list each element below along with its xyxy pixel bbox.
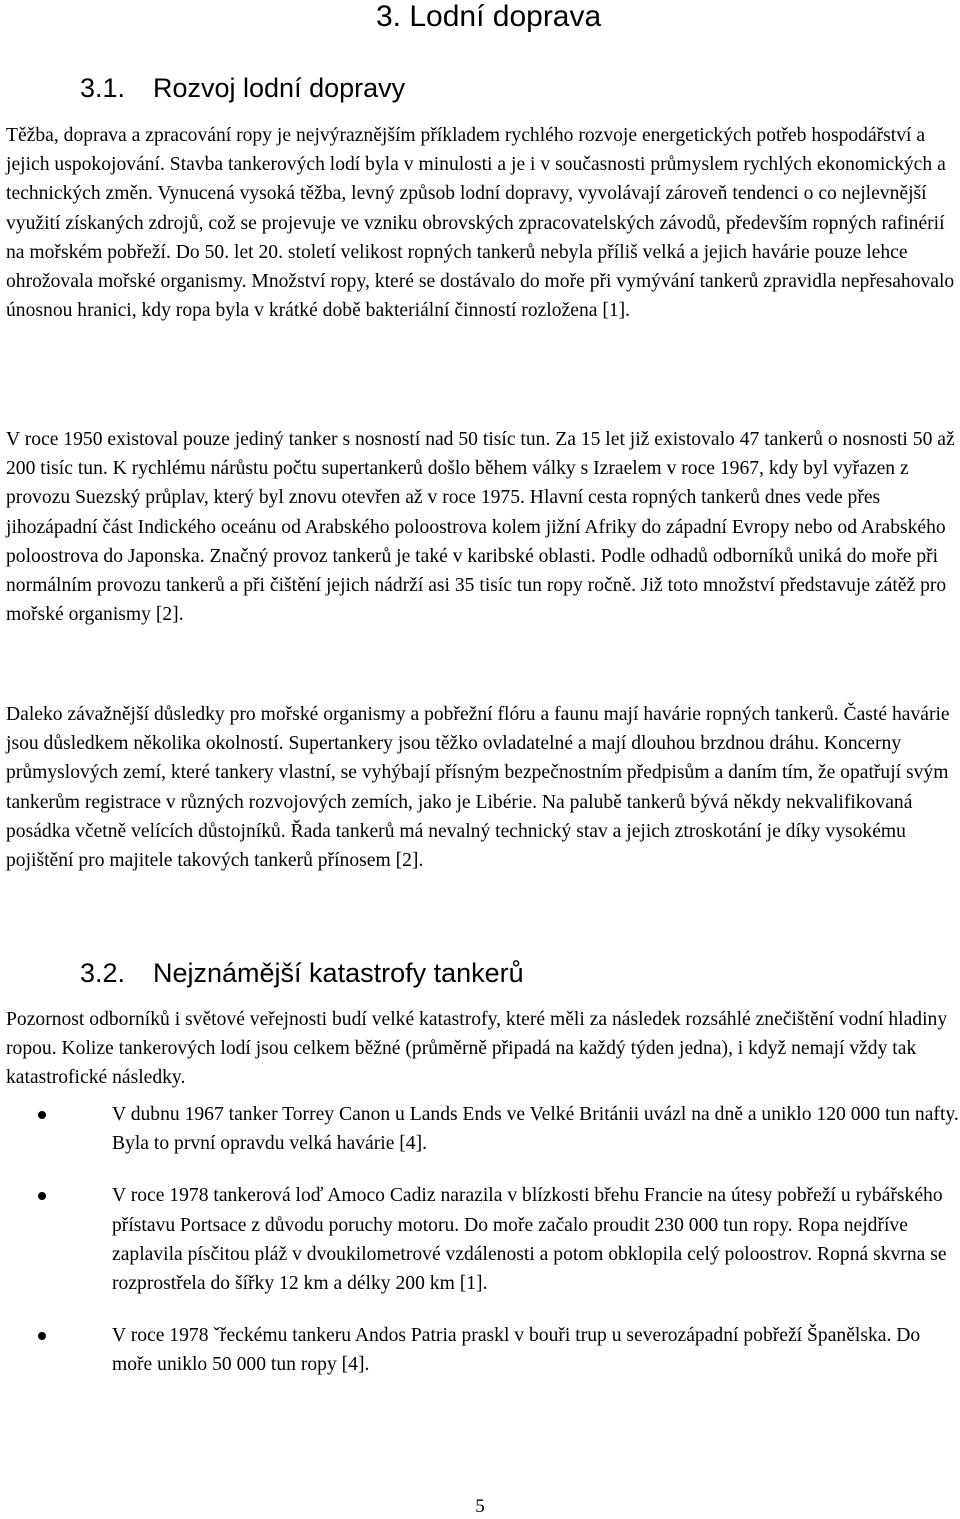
list-item bbox=[0, 1321, 960, 1379]
section-heading-3-1 bbox=[80, 72, 405, 104]
bullet-list bbox=[0, 1100, 960, 1403]
section-heading-3-2 bbox=[80, 957, 524, 989]
list-item-text: V roce 1978 tankerová loď Amoco Cadiz narazila v blízkosti břehu Francie na útesy pobřeží u rybářského přístavu Portsace z důvodu poruchy motoru. Do moře začalo proudit 230 000 tun ropy. Ropa nejdříve zaplavila písčitou pláž v dvoukilometrové vzdálenosti a potom obklopila celý poloostrov. Ropná skvrna se rozprostřela do šířky 12 km a délky 200 km [1]. bbox=[112, 1185, 947, 1295]
section-title: Rozvoj lodní dopravy bbox=[153, 73, 406, 103]
bullet-icon bbox=[38, 1332, 46, 1340]
paragraph: Těžba, doprava a zpracování ropy je nejvýraznějším příkladem rychlého rozvoje energetických potřeb hospodářství a jejich uspokojování. Stavba tankerových lodí byla v minulosti a je i v současnosti průmyslem rychlých ekonomických a technických změn. Vynucená vysoká těžba, levný způsob lodní dopravy, vyvolávají zároveň tendenci o co nejlevnější využití získaných zdrojů, což se projevuje ve vzniku obrovských zpracovatelských závodů, především ropných rafinérií na mořském pobřeží. Do 50. let 20. století velikost ropných tankerů nebyla příliš velká a jejich havárie pouze lehce ohrožovala mořské organismy. Množství ropy, které se dostávalo do moře při vymývání tankerů zpravidla nepřesahovalo únosnou hranici, kdy ropa byla v krátké době bakteriální činností rozložena [1]. bbox=[6, 125, 955, 322]
bullet-icon bbox=[38, 1192, 46, 1200]
paragraph: V roce 1950 existoval pouze jediný tanker s nosností nad 50 tisíc tun. Za 15 let již existovalo 47 tankerů o nosnosti 50 až 200 tisíc tun. K rychlému nárůstu počtu supertankerů došlo během války s Izraelem v roce 1967, kdy byl vyřazen z provozu Suezský průplav, který byl znovu otevřen až v roce 1975. Hlavní cesta ropných tankerů dnes vede přes jihozápadní část Indického oceánu od Arabského poloostrova kolem jižní Afriky do západní Evropy nebo od Arabského poloostrova do Japonska. Značný provoz tankerů je také v karibské oblasti. Podle odhadů odborníků uniká do moře při normálním provozu tankerů a při čištění jejich nádrží asi 35 tisíc tun ropy ročně. Již toto množství představuje zátěž pro mořské organismy [2]. bbox=[6, 429, 955, 626]
paragraph: Pozornost odborníků i světové veřejnosti budí velké katastrofy, které měli za následek rozsáhlé znečištění vodní hladiny ropou. Kolize tankerových lodí jsou celkem běžné (průměrně připadá na každý týden jedna), i když nemají vždy tak katastrofické následky. bbox=[6, 1009, 948, 1089]
page-number: 5 bbox=[475, 1496, 485, 1517]
list-item-text: V roce 1978 ˇřeckému tankeru Andos Patria praskl v bouři trup u severozápadní pobřeží Španělska. Do moře uniklo 50 000 tun ropy [4]. bbox=[112, 1325, 921, 1376]
bullet-icon bbox=[38, 1111, 46, 1119]
section-number: 3.2. bbox=[80, 958, 126, 988]
chapter-title: 3. Lodní doprava bbox=[376, 0, 602, 33]
list-item bbox=[0, 1100, 960, 1158]
paragraph: Daleko závažnější důsledky pro mořské organismy a pobřežní flóru a faunu mají havárie ropných tankerů. Časté havárie jsou důsledkem několika okolností. Supertankery jsou těžko ovladatelné a mají dlouhou brzdnou dráhu. Koncerny průmyslových zemí, které tankery vlastní, se vyhýbají přísným bezpečnostním předpisům a daním tím, že opatřují svým tankerům registrace v různých rozvojových zemích, jako je Libérie. Na palubě tankerů bývá někdy nekvalifikovaná posádka včetně velících důstojníků. Řada tankerů má nevalný technický stav a jejich ztroskotání je díky vysokému pojištění pro majitele takových tankerů přínosem [2]. bbox=[6, 704, 950, 872]
section-title: Nejznámější katastrofy tankerů bbox=[153, 958, 524, 988]
list-item bbox=[0, 1181, 960, 1298]
list-item-text: V dubnu 1967 tanker Torrey Canon u Lands Ends ve Velké Británii uvázl na dně a uniklo 120 000 tun nafty. Byla to první opravdu velká havárie [4]. bbox=[112, 1104, 959, 1155]
section-number: 3.1. bbox=[80, 73, 126, 103]
